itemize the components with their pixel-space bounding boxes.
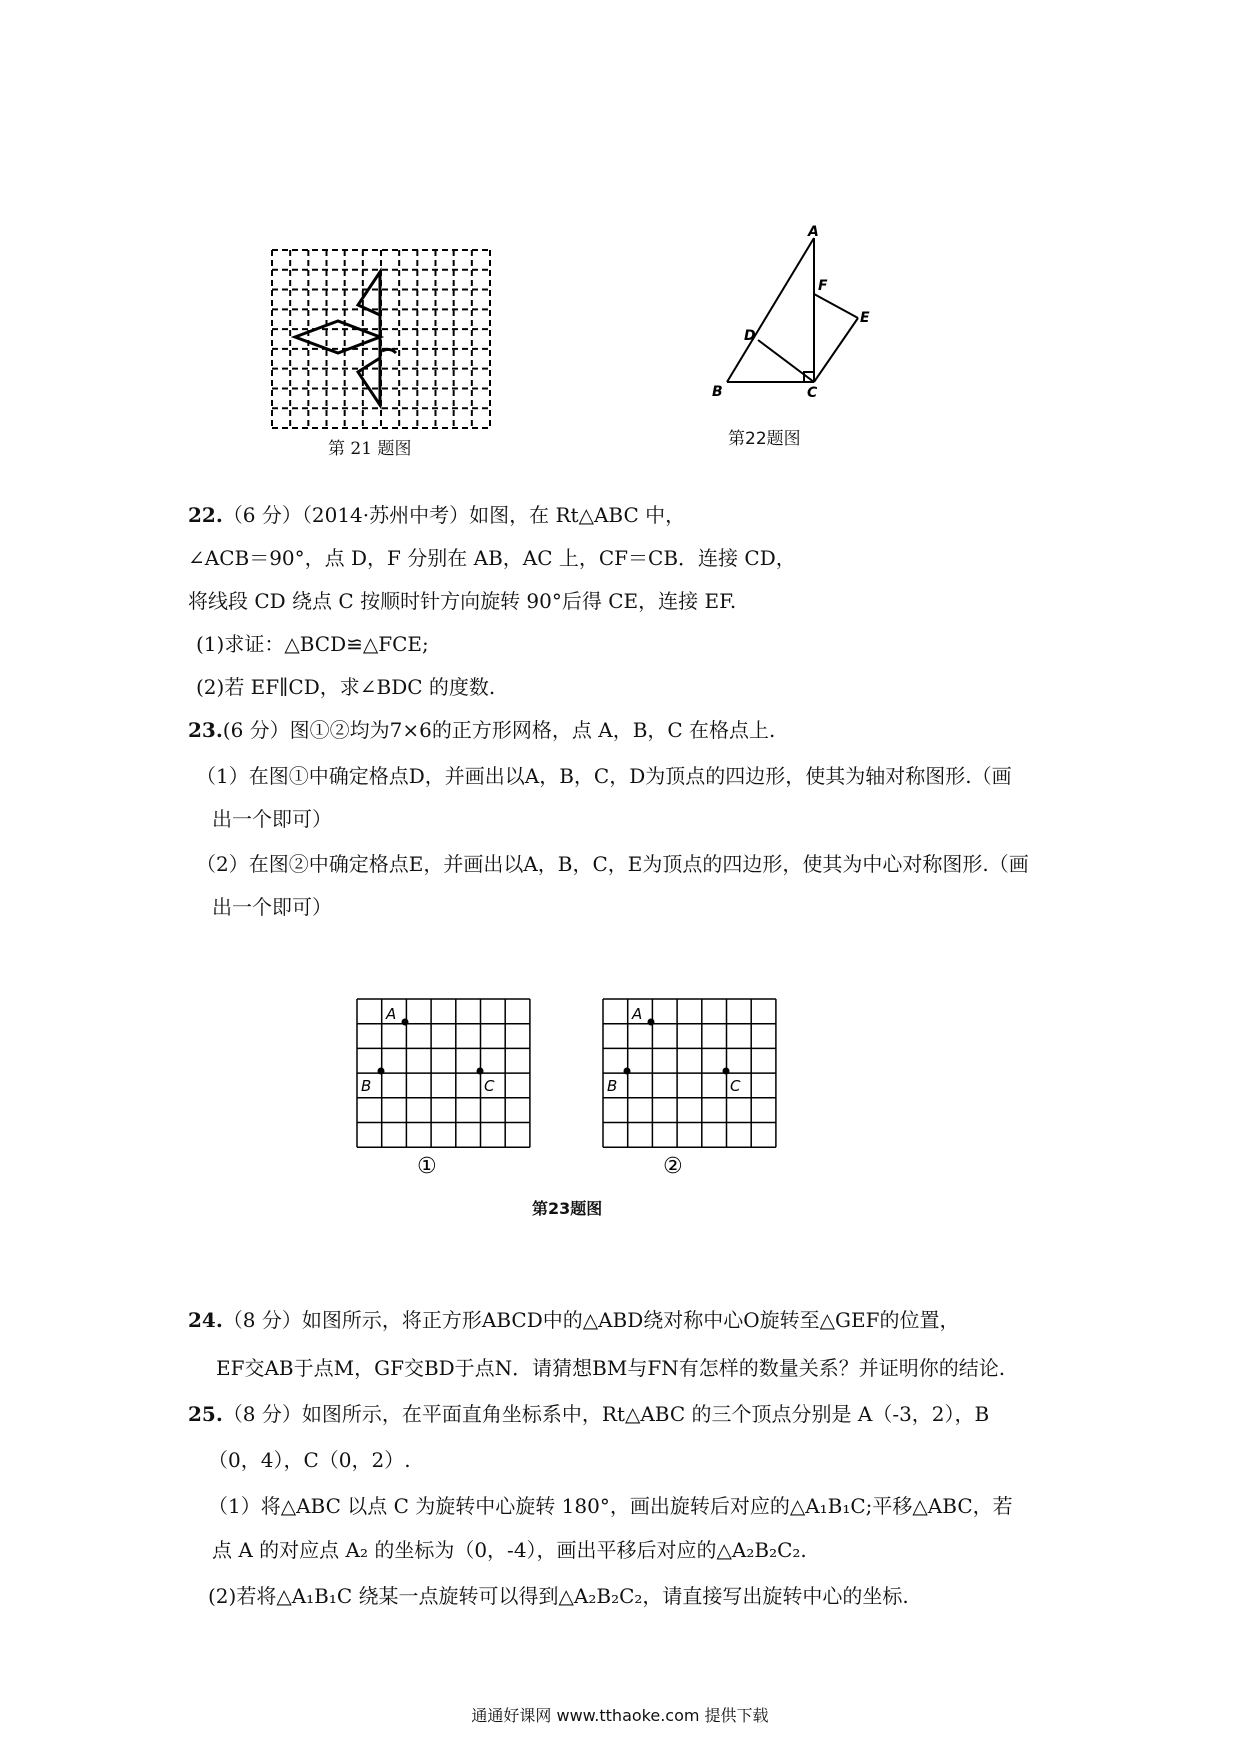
point-e-label: E (860, 310, 870, 326)
figure-22 (710, 222, 890, 412)
grid-1-point-a (402, 1019, 409, 1026)
question-25-line-2: （0，4），C（0，2）. (208, 1448, 411, 1472)
question-22-part-1: (1)求证：△BCD≌△FCE; (196, 632, 429, 656)
question-22-line-1 (188, 503, 685, 527)
point-f-label: F (818, 278, 828, 294)
grid-2-number: ② (663, 1154, 683, 1179)
point-b-label: B (712, 384, 723, 400)
question-23-part-1b: 出一个即可） (212, 807, 332, 831)
question-22-text-1: （6 分）（2014·苏州中考）如图，在 Rt△ABC 中， (222, 503, 686, 527)
grid-1-label-c: C (484, 1077, 495, 1095)
question-24-line-1 (188, 1308, 960, 1332)
question-22-line-3: 将线段 CD 绕点 C 按顺时针方向旋转 90°后得 CE，连接 EF. (188, 589, 737, 613)
grid-2-label-a: A (632, 1005, 643, 1023)
question-25-line-1 (188, 1402, 989, 1426)
question-25-text-1: （8 分）如图所示，在平面直角坐标系中，Rt△ABC 的三个顶点分别是 A（-3，2），B (222, 1402, 990, 1426)
question-23-part-2b: 出一个即可） (212, 895, 332, 919)
question-24-text-1: （8 分）如图所示，将正方形ABCD中的△ABD绕对称中心O旋转至△GEF的位置， (222, 1308, 960, 1332)
figure-21 (270, 248, 492, 430)
question-23-part-1a: （1）在图①中确定格点D，并画出以A，B，C，D为顶点的四边形，使其为轴对称图形.（画 (196, 764, 1012, 788)
question-23-text-1: (6 分）图①②均为7×6的正方形网格，点 A，B，C 在格点上. (222, 718, 776, 742)
question-22-line-2: ∠ACB＝90°，点 D，F 分别在 AB，AC 上，CF＝CB．连接 CD， (188, 546, 796, 570)
figure-23-grid-2 (602, 998, 782, 1183)
question-24-number: 24. (188, 1308, 223, 1332)
grid-1-point-c (477, 1068, 484, 1075)
grid-1-label-b: B (361, 1077, 372, 1095)
grid-2-point-b (624, 1068, 631, 1075)
figure-23-caption: 第23题图 (532, 1199, 603, 1218)
point-c-label: C (807, 385, 818, 401)
question-25-part-1a: （1）将△ABC 以点 C 为旋转中心旋转 180°，画出旋转后对应的△A₁B₁C;平移△ABC，若 (208, 1494, 1013, 1518)
grid-2-point-a (648, 1019, 655, 1026)
question-23-line-1 (188, 718, 775, 742)
footer: 通通好课网 www.tthaoke.com 提供下载 (471, 1706, 769, 1725)
question-25-part-2: (2)若将△A₁B₁C 绕某一点旋转可以得到△A₂B₂C₂，请直接写出旋转中心的坐标. (208, 1584, 909, 1608)
question-23-part-2a: （2）在图②中确定格点E，并画出以A，B，C，E为顶点的四边形，使其为中心对称图形.（画 (196, 852, 1029, 876)
question-25-number: 25. (188, 1402, 223, 1426)
question-25-part-1b: 点 A 的对应点 A₂ 的坐标为（0，-4），画出平移后对应的△A₂B₂C₂. (212, 1538, 807, 1562)
grid-2-point-c (723, 1068, 730, 1075)
figure-23-grid-1 (356, 998, 536, 1183)
point-a-label: A (808, 224, 819, 240)
figure-22-caption: 第22题图 (728, 429, 801, 449)
grid-1-point-b (378, 1068, 385, 1075)
grid-2-label-c: C (730, 1077, 741, 1095)
point-d-label: D (744, 328, 756, 344)
figure-21-caption: 第 21 题图 (328, 439, 412, 459)
grid-2-label-b: B (607, 1077, 618, 1095)
question-22-number: 22. (188, 503, 223, 527)
grid-1-number: ① (417, 1154, 437, 1179)
question-22-part-2: (2)若 EF∥CD，求∠BDC 的度数. (196, 675, 496, 699)
question-24-line-2: EF交AB于点M，GF交BD于点N．请猜想BM与FN有怎样的数量关系？并证明你的结论. (216, 1356, 1006, 1380)
grid-1-label-a: A (386, 1005, 397, 1023)
question-23-number: 23. (188, 718, 223, 742)
